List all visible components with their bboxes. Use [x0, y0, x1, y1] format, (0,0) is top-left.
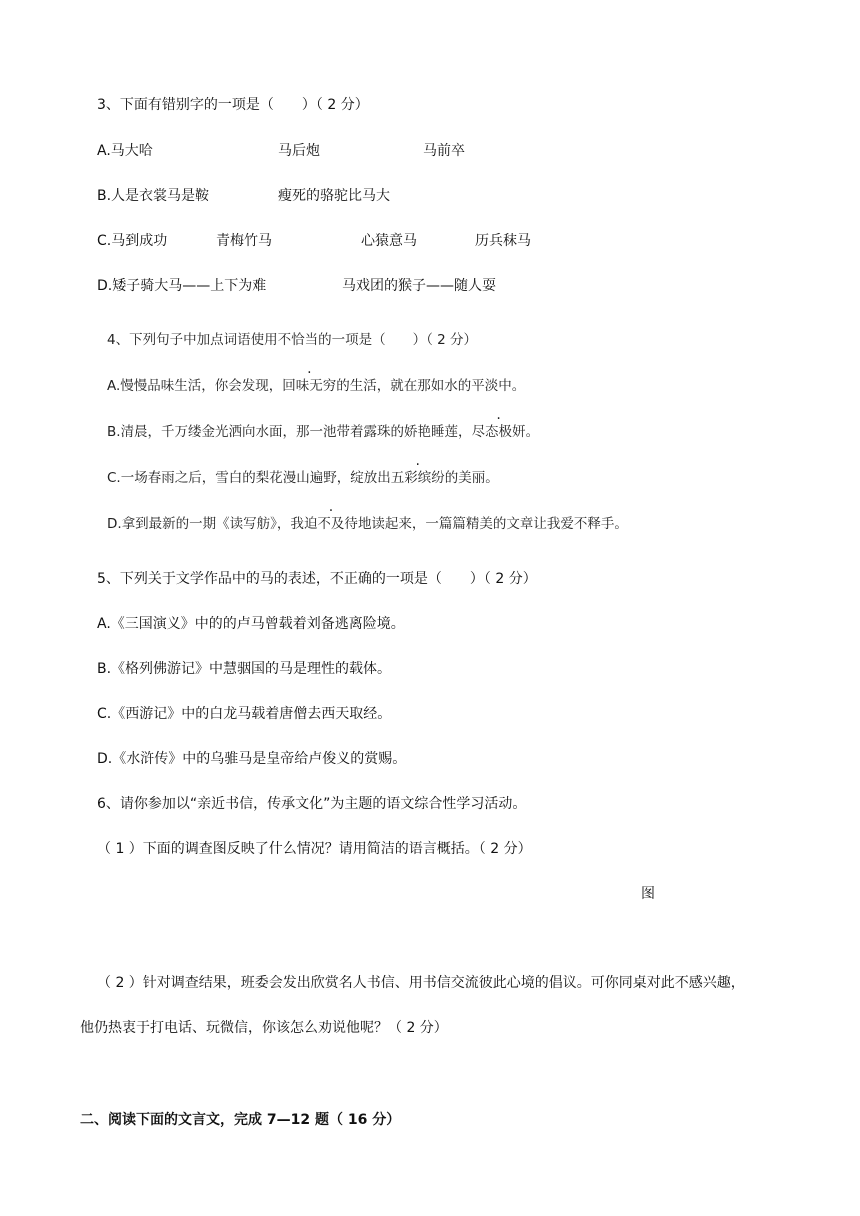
q3-a-item-2: 马后炮	[278, 143, 320, 159]
q3-stem: 3、下面有错别字的一项是（ ）（ 2 分）	[97, 97, 369, 113]
q3-option-a	[97, 141, 465, 161]
q4-option-d	[107, 514, 628, 534]
q3-option-b	[97, 186, 390, 206]
q4-b-text-end: 。	[525, 424, 540, 440]
q4-c-label: C.	[107, 470, 121, 486]
q3-a-item-1: A.马大哈	[97, 143, 153, 159]
q3-c-item-3: 心猿意马	[361, 233, 417, 249]
q4-a-label: A.	[107, 378, 121, 394]
q4-c-dotted-phrase: 五彩缤纷	[390, 470, 445, 486]
q3-c-item-4: 历兵秣马	[475, 233, 531, 249]
q4-option-a	[107, 376, 525, 396]
q5-option-c: C.《西游记》中的白龙马载着唐僧去西天取经。	[97, 706, 392, 722]
q4-a-text: 慢慢品味生活，你会发现，	[120, 378, 283, 394]
q4-option-b	[107, 422, 539, 442]
q4-stem: 4、下列句子中加点词语使用不恰当的一项是（ ）（ 2 分）	[107, 332, 478, 348]
q4-c-text: 一场春雨之后，雪白的梨花漫山遍野，绽放出	[120, 470, 391, 486]
q6-stem: 6、请你参加以“亲近书信，传承文化”为主题的语文综合性学习活动。	[97, 796, 527, 812]
q3-a-item-3: 马前卒	[423, 143, 465, 159]
q4-c-text-end: 的美丽。	[444, 470, 499, 486]
q3-b-item-2: 瘦死的骆驼比马大	[278, 188, 390, 204]
q4-d-label: D.	[107, 516, 122, 532]
q6-sub2-line2: 他仍热衷于打电话、玩微信，你该怎么劝说他呢？（ 2 分）	[80, 1020, 448, 1036]
q4-b-dotted-phrase: 尽态极妍	[471, 424, 526, 440]
q3-c-item-2: 青梅竹马	[216, 233, 272, 249]
q3-c-item-1: C.马到成功	[97, 233, 168, 249]
q3-option-c	[97, 231, 531, 251]
q4-a-dotted-phrase: 回味无穷	[282, 378, 337, 394]
q6-sub2-line1: （ 2 ）针对调查结果，班委会发出欣赏名人书信、用书信交流彼此心境的倡议。可你同桌对此不感兴趣，	[97, 975, 745, 991]
section-2-heading: 二、阅读下面的文言文，完成 7—12 题（ 16 分）	[80, 1112, 401, 1128]
q3-option-d	[97, 276, 496, 296]
q4-d-text-end: 地读起来，一篇篇精美的文章让我爱不释手。	[357, 516, 628, 532]
q3-d-item-1: D.矮子骑大马——上下为难	[97, 278, 267, 294]
q5-option-a: A.《三国演义》中的的卢马曾载着刘备逃离险境。	[97, 616, 405, 632]
q3-d-item-2: 马戏团的猴子——随人耍	[342, 278, 496, 294]
q3-b-item-1: B.人是衣裳马是鞍	[97, 188, 210, 204]
q4-b-text: 清晨，千万缕金光洒向水面，那一池带着露珠的娇艳睡莲，	[120, 424, 472, 440]
figure-label: 图	[641, 886, 655, 902]
q5-stem: 5、下列关于文学作品中的马的表述，不正确的一项是（ ）（ 2 分）	[97, 571, 537, 587]
q4-d-text: 拿到最新的一期《读写舫》，我	[121, 516, 304, 532]
q4-b-label: B.	[107, 424, 121, 440]
q5-option-b: B.《格列佛游记》中慧骃国的马是理性的载体。	[97, 661, 392, 677]
q5-option-d: D.《水浒传》中的乌骓马是皇帝给卢俊义的赏赐。	[97, 751, 407, 767]
q4-option-c	[107, 468, 499, 488]
q4-d-dotted-phrase: 迫不及待	[303, 516, 358, 532]
q4-a-text-end: 的生活，就在那如水的平淡中。	[336, 378, 526, 394]
q6-sub1: （ 1 ）下面的调查图反映了什么情况？请用简洁的语言概括。（ 2 分）	[97, 841, 532, 857]
